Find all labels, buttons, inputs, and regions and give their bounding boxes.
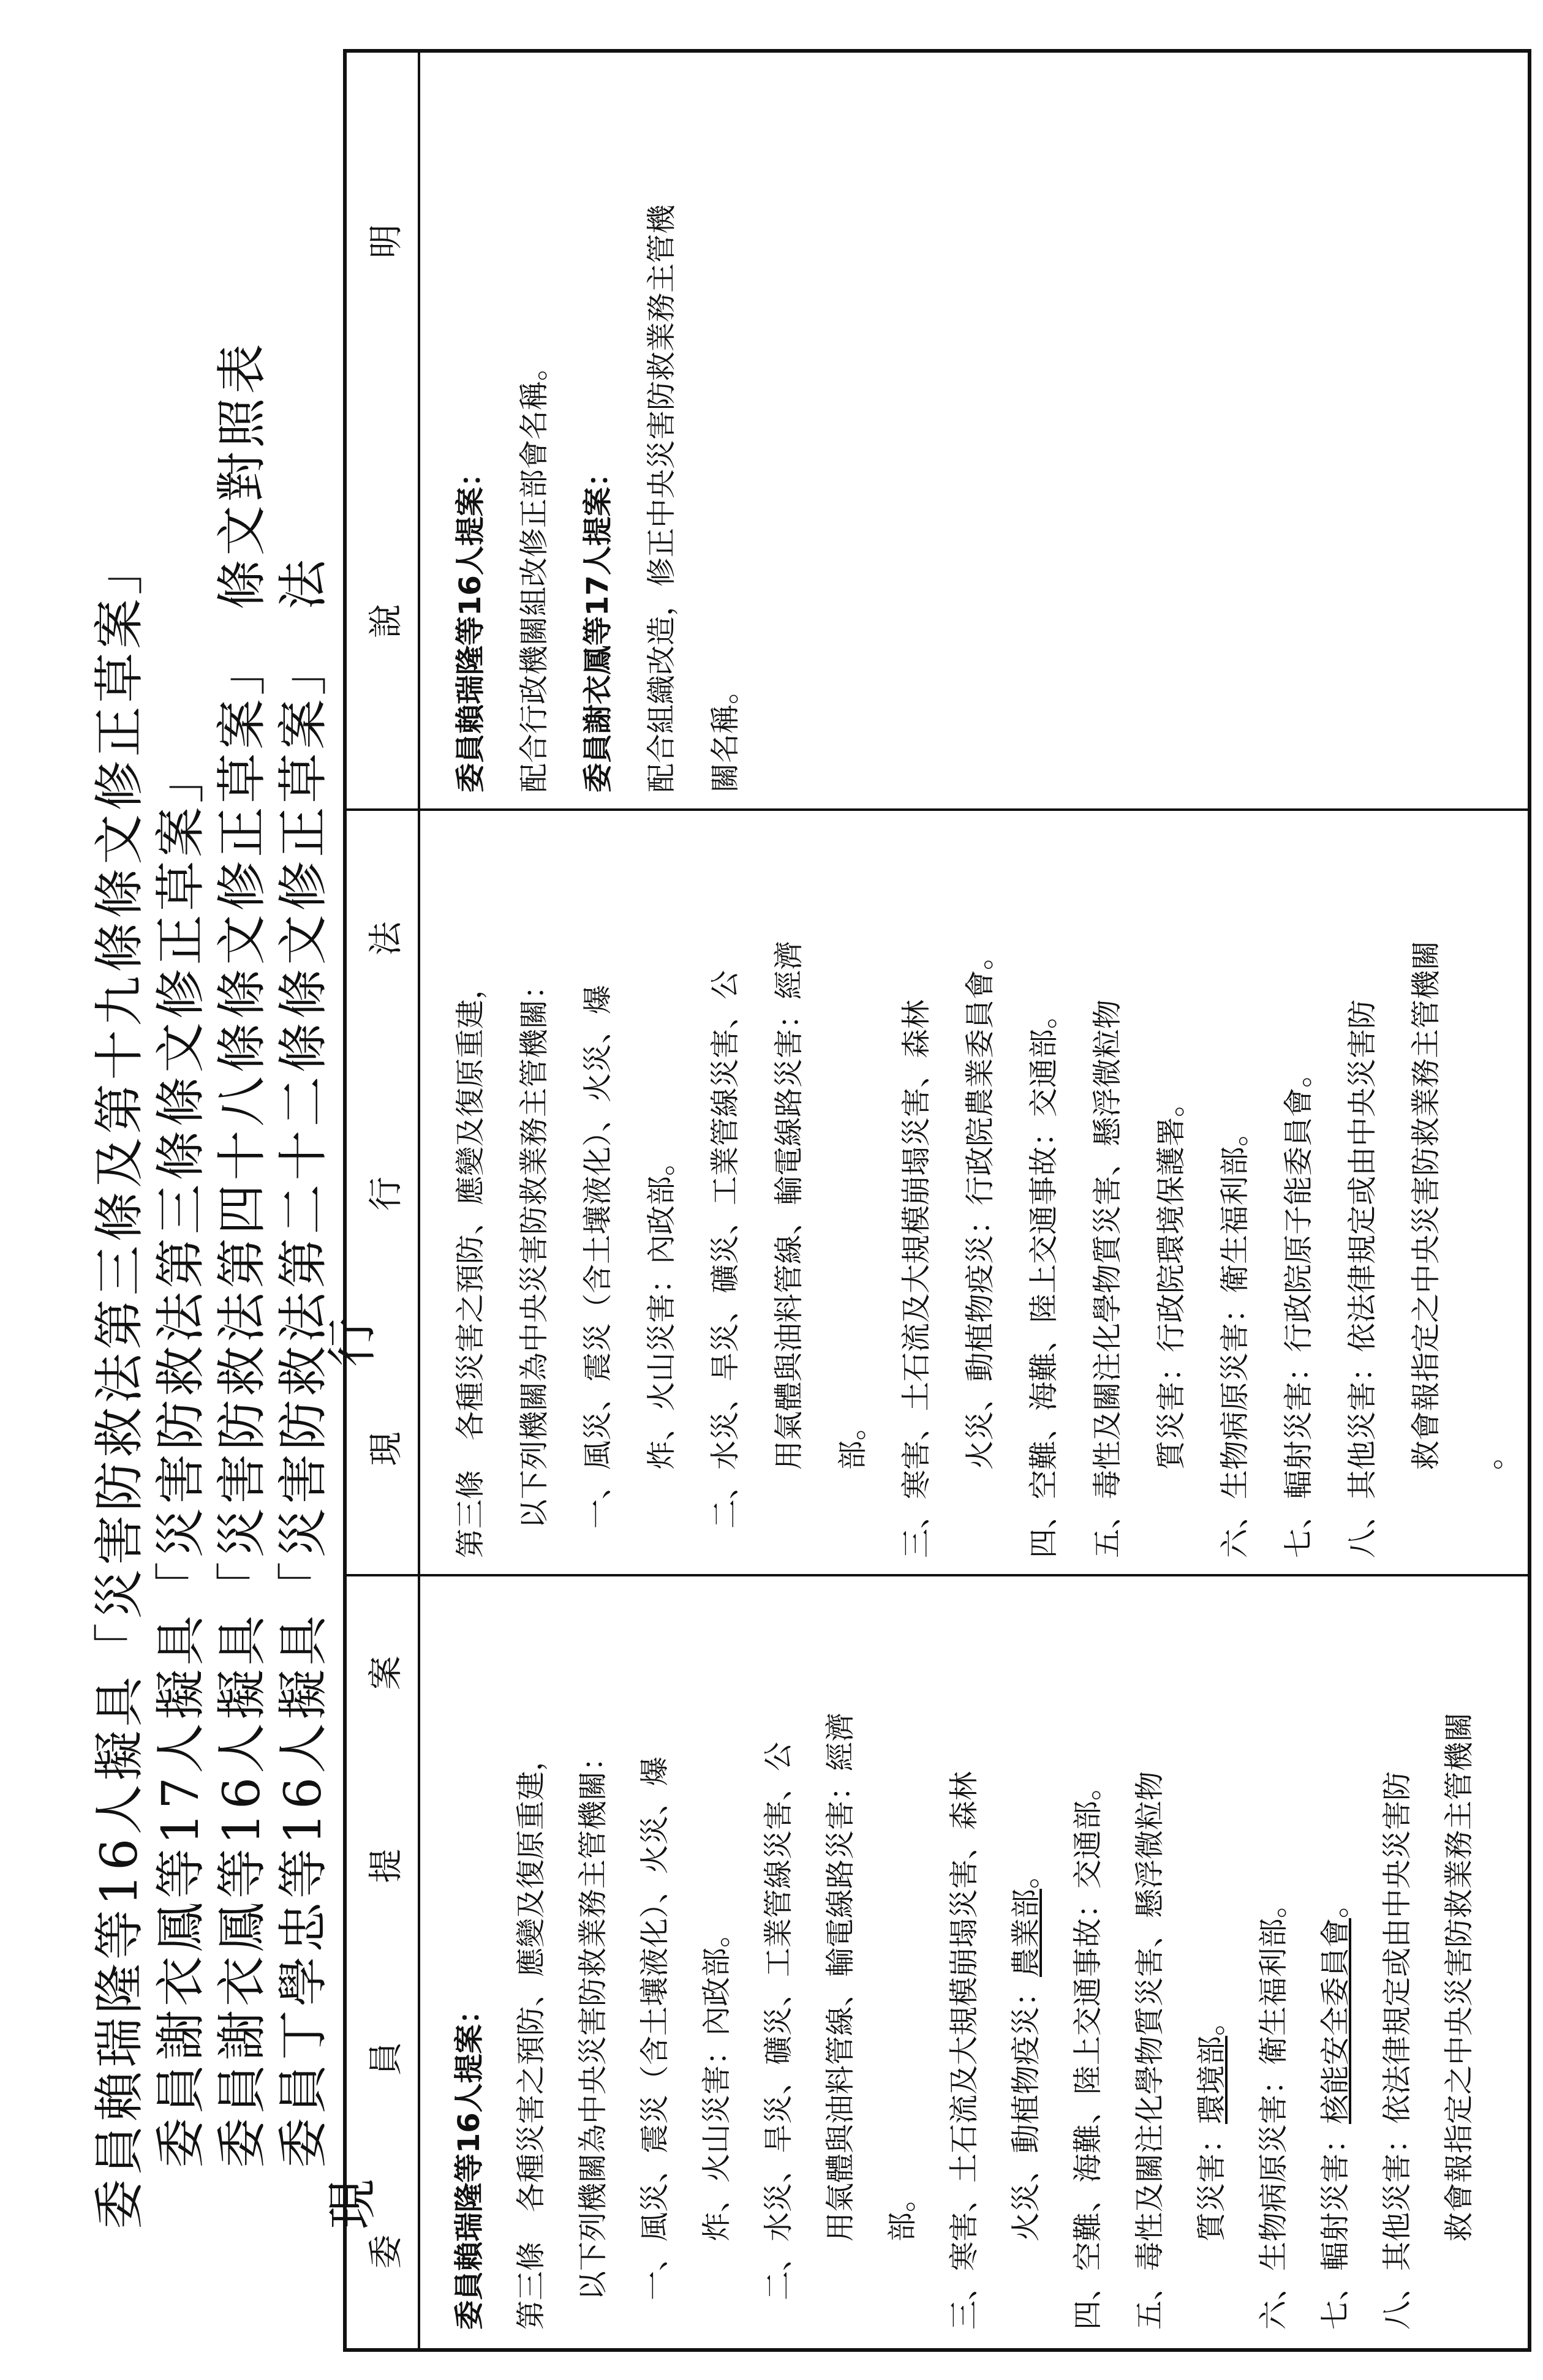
proposal-underline-nuclear: 核能安全委員會 [1318, 1918, 1352, 2124]
title-block [74, 61, 382, 2266]
title-line-2: 委員謝衣鳳等17人擬具「災害防救法第三條條文修正草案」 [152, 749, 210, 2168]
current-line: 火災、動植物疫災：行政院農業委員會。 [963, 940, 997, 1470]
explanation-line: 關名稱。 [708, 674, 742, 793]
current-line: 炸、火山災害：內政部。 [644, 1146, 679, 1470]
explanation-column [439, 64, 757, 793]
current-line: 。 [1473, 1440, 1507, 1470]
explanation-line: 配合行政機關組改修正部會名稱。 [517, 351, 551, 793]
proposal-heading: 委員賴瑞隆等16人提案： [452, 1995, 486, 2330]
current-line: 六、生物病原災害：衛生福利部。 [1218, 1117, 1252, 1558]
title-tail-2: 法 [274, 555, 333, 610]
current-line: 四、空難、海難、陸上交通事故：交通部。 [1027, 999, 1061, 1558]
header-current: 現 行 法 [366, 921, 406, 1466]
proposal-line: 火災、動植物疫災：農業部。 [1009, 1859, 1043, 2242]
proposal-line: 質災害：環境部。 [1194, 2006, 1229, 2242]
title-line-1: 委員賴瑞隆等16人擬具「災害防救法第三條及第十九條條文修正草案」 [91, 541, 149, 2229]
current-line: 以下列機關為中央災害防救業務主管機關： [517, 970, 551, 1529]
current-line: 用氣體與油料管線、輸電線路災害：經濟 [772, 940, 806, 1470]
proposal-line: 二、水災、旱災、礦災、工業管線災害、公 [761, 1741, 796, 2300]
proposal-column [439, 1589, 1490, 2330]
proposal-line: 七、輻射災害：核能安全委員會。 [1318, 1888, 1352, 2330]
current-line: 八、其他災害：依法律規定或由中央災害防 [1345, 999, 1379, 1558]
column-divider-1 [347, 1574, 1528, 1576]
column-divider-2 [347, 808, 1528, 811]
title-line-4: 委員丁學忠等16人擬具「災害防救法第二十二條條文修正草案」 法 [274, 555, 333, 2168]
header-explanation: 說 明 [366, 224, 406, 638]
current-line: 救會報指定之中央災害防救業務主管機關 [1409, 940, 1443, 1470]
proposal-line: 部。 [885, 2182, 919, 2242]
current-law-column [439, 823, 1522, 1558]
proposal-line: 五、毒性及關注化學物質災害、懸浮微粒物 [1133, 1771, 1167, 2330]
proposal-underline-agriculture: 農業部 [1009, 1888, 1043, 1977]
proposal-line: 第三條 各種災害之預防、應變及復原重建， [514, 1741, 548, 2330]
title-line-3: 委員謝衣鳳等16人擬具「災害防救法第四十八條條文修正草案」 條文對照表 [213, 340, 271, 2168]
proposal-line: 以下列機關為中央災害防救業務主管機關： [576, 1741, 610, 2300]
proposal-underline-environment: 環境部 [1194, 2035, 1229, 2124]
proposal-line: 炸、火山災害：內政部。 [700, 1918, 734, 2242]
current-line: 質災害：行政院環境保護署。 [1154, 1087, 1188, 1470]
current-line: 七、輻射災害：行政院原子能委員會。 [1281, 1058, 1316, 1558]
header-proposal: 委 員 提 案 [366, 1655, 406, 2269]
proposal-line: 三、寒害、土石流及大規模崩塌災害、森林 [947, 1771, 981, 2330]
explanation-line: 配合組織改造，修正中央災害防救業務主管機 [644, 204, 679, 793]
explanation-heading-1: 委員賴瑞隆等16人提案： [453, 458, 488, 793]
proposal-line: 用氣體與油料管線、輸電線路災害：經濟 [823, 1712, 858, 2242]
explanation-heading-2: 委員謝衣鳳等17人提案： [581, 458, 615, 793]
current-line: 部。 [836, 1410, 870, 1470]
current-line: 二、水災、旱災、礦災、工業管線災害、公 [708, 970, 742, 1529]
title-tail-1: 條文對照表 [213, 340, 271, 610]
title-tail-3: 行 [323, 1316, 382, 1367]
title-tail-4: 現 [323, 2179, 382, 2229]
current-line: 五、毒性及關注化學物質災害、懸浮微粒物 [1090, 999, 1125, 1558]
proposal-line: 救會報指定之中央災害防救業務主管機關 [1442, 1712, 1476, 2242]
current-line: 第三條 各種災害之預防、應變及復原重建， [453, 970, 488, 1558]
proposal-line: 一、風災、震災（含土壤液化）、火災、爆 [638, 1756, 672, 2300]
current-line: 一、風災、震災（含土壤液化）、火災、爆 [581, 984, 615, 1529]
proposal-line: 四、空難、海難、陸上交通事故：交通部。 [1071, 1771, 1105, 2330]
table-header [347, 53, 420, 2348]
proposal-line: 六、生物病原災害：衛生福利部。 [1256, 1888, 1291, 2330]
proposal-line: 八、其他災害：依法律規定或由中央災害防 [1380, 1771, 1414, 2330]
current-line: 三、寒害、土石流及大規模崩塌災害、森林 [899, 999, 934, 1558]
comparison-table [343, 49, 1531, 2352]
